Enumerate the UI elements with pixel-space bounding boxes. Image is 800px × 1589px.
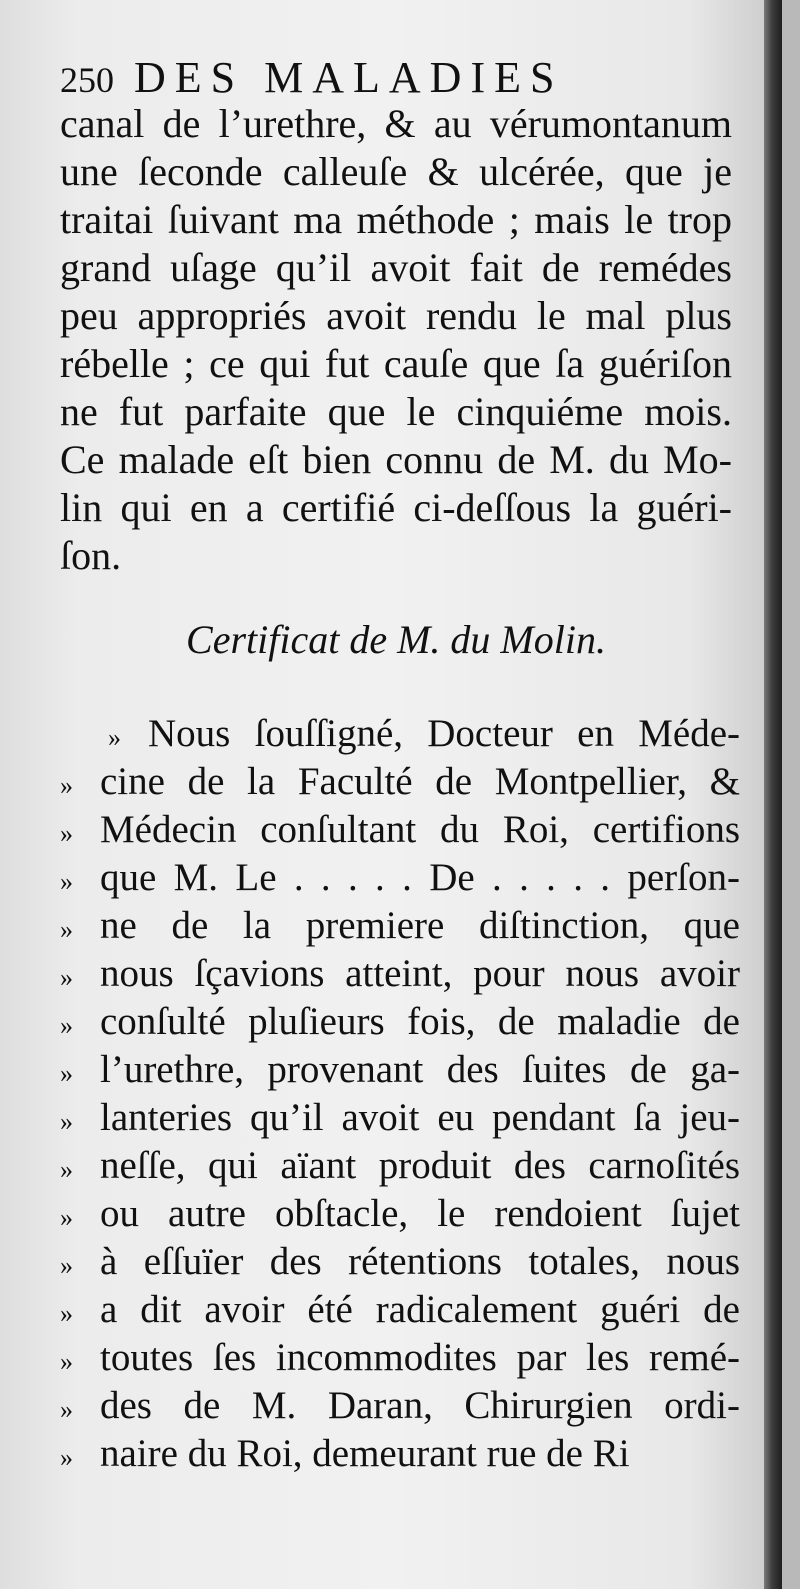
- quoted-line-text: Nous ſouſſigné, Docteur en Méde-: [148, 712, 740, 755]
- quoted-line: [60, 806, 740, 854]
- quoted-line-text: ne de la premiere diſtinction, que: [100, 904, 740, 947]
- quoted-line: [60, 1286, 740, 1334]
- quote-mark: »: [60, 1155, 73, 1184]
- quote-mark: »: [60, 963, 73, 992]
- quoted-line-text: nous ſçavions atteint, pour nous avoir: [100, 952, 740, 995]
- quote-mark: »: [60, 1107, 73, 1136]
- quoted-line-text: naire du Roi, demeurant rue de Ri: [100, 1432, 630, 1475]
- quoted-line-text: lanteries qu’il avoit eu pendant ſa jeu-: [100, 1096, 740, 1139]
- body-line: Ce malade eſt bien connu de M. du Mo-: [60, 437, 732, 482]
- quoted-line-text: que M. Le . . . . . De . . . . . perſon-: [100, 856, 740, 899]
- quoted-line: [60, 1382, 740, 1430]
- quoted-line: [60, 1238, 740, 1286]
- body-line: une ſeconde calleuſe & ulcérée, que je: [60, 149, 732, 194]
- quoted-line-text: Médecin conſultant du Roi, certifions: [100, 808, 740, 851]
- body-line: ſon.: [60, 533, 122, 578]
- quoted-line-text: toutes ſes incommodites par les remé-: [100, 1336, 740, 1379]
- running-head: DES MALADIES: [134, 53, 564, 102]
- quoted-line-text: ou autre obſtacle, le rendoient ſujet: [100, 1192, 740, 1235]
- quoted-line: [60, 1334, 740, 1382]
- quoted-line: [60, 1142, 740, 1190]
- quoted-line-text: l’urethre, provenant des ſuites de ga-: [100, 1048, 740, 1091]
- quoted-line-text: des de M. Daran, Chirurgien ordi-: [100, 1384, 740, 1427]
- quoted-line: [60, 950, 740, 998]
- quote-mark: »: [60, 1347, 73, 1376]
- quoted-line-text: a dit avoir été radicalement guéri de: [100, 1288, 740, 1331]
- quote-mark: »: [60, 819, 73, 848]
- certificate-title: Certificat de M. du Molin.: [186, 617, 606, 662]
- quoted-line: [60, 1094, 740, 1142]
- quote-mark: »: [60, 771, 73, 800]
- quote-mark: »: [60, 867, 73, 896]
- quote-mark: »: [60, 1395, 73, 1424]
- body-line: canal de l’urethre, & au vérumontanum: [60, 101, 732, 146]
- quote-mark: »: [108, 723, 121, 752]
- quoted-line: [60, 710, 740, 758]
- quote-mark: »: [60, 1059, 73, 1088]
- body-line: lin qui en a certifié ci-deſſous la guéri-: [60, 485, 732, 530]
- quote-mark: »: [60, 1299, 73, 1328]
- quoted-line-text: neſſe, qui aïant produit des carnoſités: [100, 1144, 740, 1187]
- quoted-line: [60, 1046, 740, 1094]
- quote-mark: »: [60, 1443, 73, 1472]
- body-line: ne fut parfaite que le cinquiéme mois.: [60, 389, 732, 434]
- quoted-line: [60, 758, 740, 806]
- quoted-line: [60, 854, 740, 902]
- quote-mark: »: [60, 915, 73, 944]
- body-line: peu appropriés avoit rendu le mal plus: [60, 293, 732, 338]
- quoted-line: [60, 1190, 740, 1238]
- quoted-line: [60, 998, 740, 1046]
- quote-mark: »: [60, 1011, 73, 1040]
- quoted-line-text: cine de la Faculté de Montpellier, &: [100, 760, 740, 803]
- page-edge-shadow: [764, 0, 782, 1589]
- quoted-line: [60, 902, 740, 950]
- quote-mark: »: [60, 1251, 73, 1280]
- page-number: 250: [60, 60, 114, 100]
- quote-mark: »: [60, 1203, 73, 1232]
- quoted-line: [60, 1430, 740, 1478]
- quoted-line-text: à eſſuïer des rétentions totales, nous: [100, 1240, 740, 1283]
- body-line: grand uſage qu’il avoit fait de remédes: [60, 245, 732, 290]
- body-line: rébelle ; ce qui fut cauſe que ſa guériſon: [60, 341, 732, 386]
- quoted-line-text: conſulté pluſieurs fois, de maladie de: [100, 1000, 740, 1043]
- body-line: traitai ſuivant ma méthode ; mais le trop: [60, 197, 732, 242]
